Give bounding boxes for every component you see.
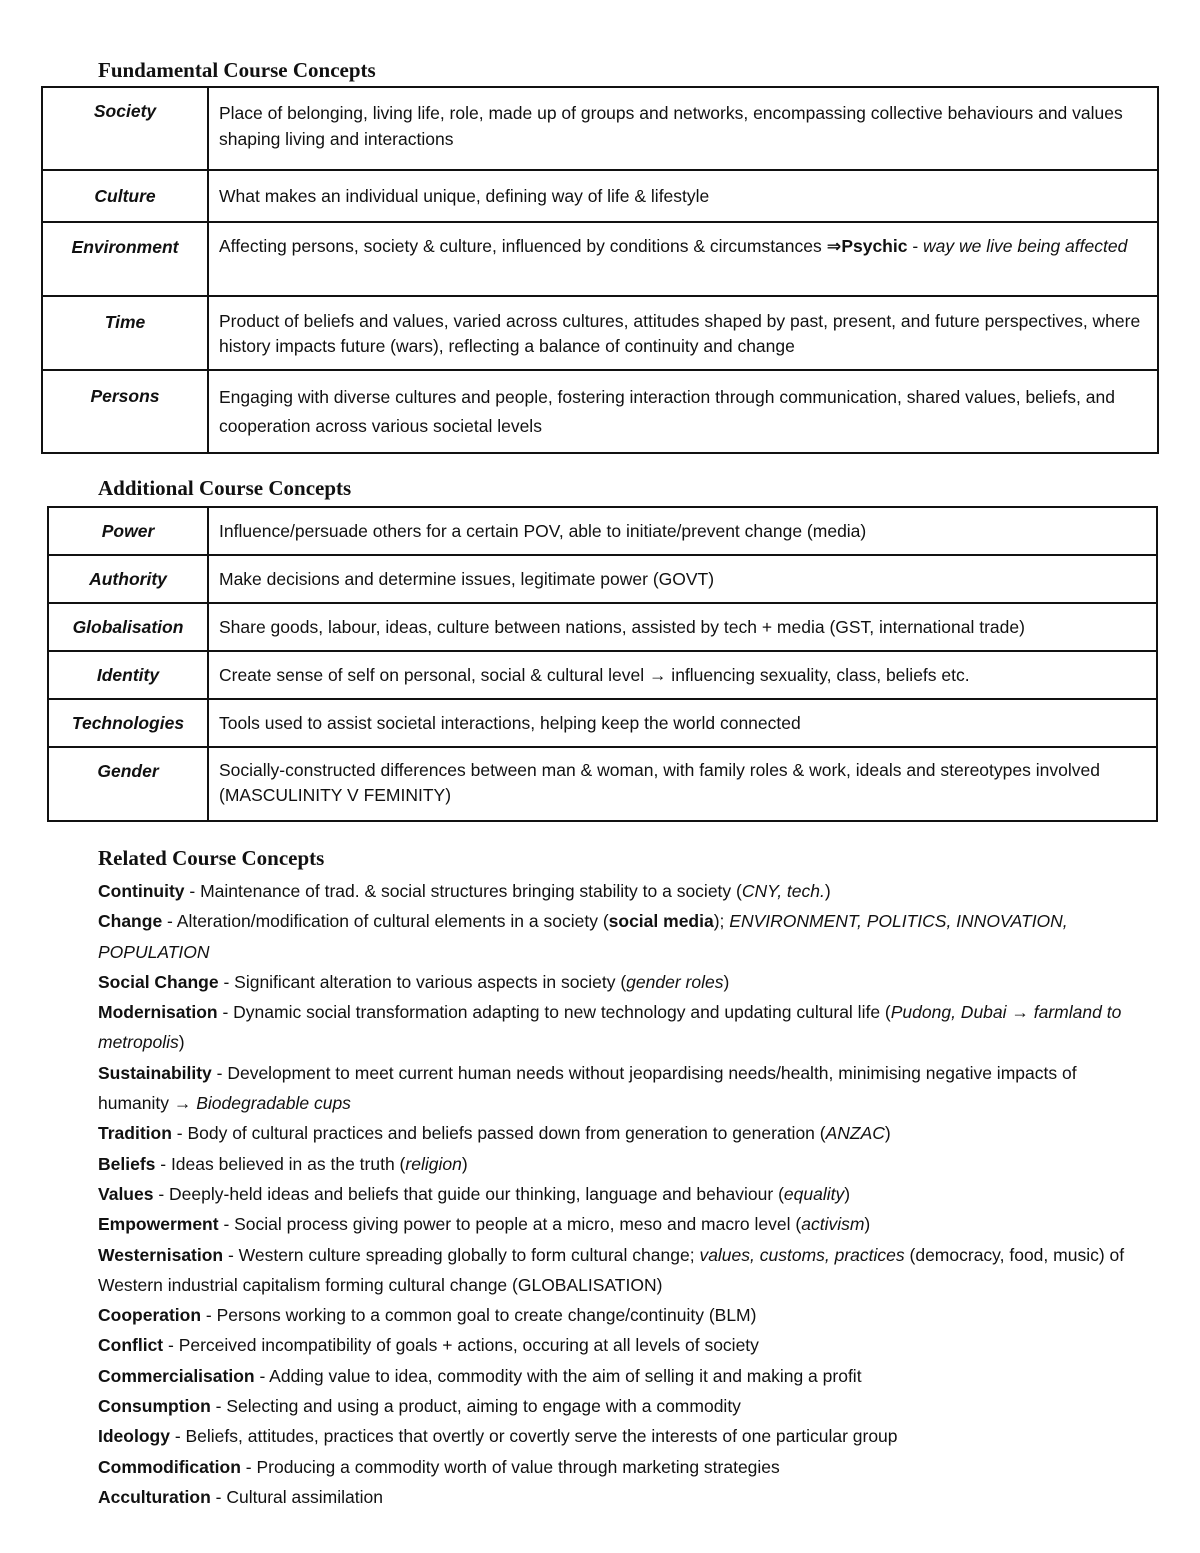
concept-term: Ideology bbox=[98, 1426, 170, 1447]
concept-definition: Make decisions and determine issues, legitimate power (GOVT) bbox=[208, 555, 1157, 603]
fundamental-concepts-table bbox=[41, 86, 1159, 454]
concept-example: values, customs, practices bbox=[699, 1244, 905, 1265]
table-row bbox=[48, 651, 1157, 699]
concept-text-end: ) bbox=[844, 1183, 851, 1204]
concept-text: - Western culture spreading globally to form cultural change; bbox=[223, 1244, 700, 1265]
concept-text: - Maintenance of trad. & social structures bringing stability to a society ( bbox=[184, 881, 742, 901]
concept-text: - Cultural assimilation bbox=[210, 1486, 383, 1507]
concept-example: ENVIRONMENT, POLITICS, INNOVATION, POPULATION bbox=[98, 911, 1068, 962]
concept-text: - Ideas believed in as the truth ( bbox=[155, 1153, 406, 1174]
concept-example: Pudong, Dubai → farmland to metropolis bbox=[98, 1002, 1122, 1053]
concept-definition: What makes an individual unique, defining way of life & lifestyle bbox=[208, 170, 1158, 222]
concept-example: gender roles bbox=[626, 971, 724, 992]
concept-term: Conflict bbox=[98, 1335, 164, 1356]
list-item bbox=[98, 906, 1138, 967]
list-item bbox=[98, 1452, 1138, 1482]
definition-text: Affecting persons, society & culture, influenced by conditions & circumstances bbox=[219, 236, 822, 256]
concept-term: Tradition bbox=[98, 1123, 172, 1144]
list-item bbox=[98, 1179, 1138, 1209]
concept-text: - Deeply-held ideas and beliefs that guide our thinking, language and behaviour ( bbox=[153, 1183, 784, 1204]
concept-term: Values bbox=[98, 1183, 154, 1204]
concept-text: - Body of cultural practices and beliefs passed down from generation to generation ( bbox=[171, 1123, 826, 1144]
concept-example-bold: social media bbox=[608, 911, 714, 932]
list-item bbox=[98, 1391, 1138, 1421]
list-item bbox=[98, 1482, 1138, 1512]
list-item bbox=[98, 1330, 1138, 1360]
concept-text: - Development to meet current human needs without jeopardising needs/health, minimising negative impacts of humanity → bbox=[98, 1062, 1077, 1114]
concept-definition: Influence/persuade others for a certain POV, able to initiate/prevent change (media) bbox=[208, 507, 1157, 555]
list-item bbox=[98, 1149, 1138, 1179]
concept-text: - Alteration/modification of cultural elements in a society ( bbox=[162, 911, 609, 932]
related-concepts-list bbox=[98, 876, 1138, 1512]
concept-term: Cooperation bbox=[98, 1305, 202, 1326]
concept-term: Continuity bbox=[98, 881, 185, 901]
concept-term: Beliefs bbox=[98, 1153, 156, 1174]
concept-term: Commercialisation bbox=[98, 1365, 255, 1386]
concept-definition: Tools used to assist societal interactions, helping keep the world connected bbox=[208, 699, 1157, 747]
concept-term: Authority bbox=[48, 555, 208, 603]
list-item bbox=[98, 1240, 1138, 1301]
related-heading: Related Course Concepts bbox=[98, 846, 325, 870]
concept-text-end: (democracy, food, music) of Western industrial capitalism forming cultural change (GLOBALISATION) bbox=[98, 1244, 1125, 1295]
list-item bbox=[98, 967, 1138, 997]
table-row bbox=[48, 507, 1157, 555]
concept-text: - Beliefs, attitudes, practices that overtly or covertly serve the interests of one particular group bbox=[169, 1426, 898, 1447]
concept-definition: Share goods, labour, ideas, culture between nations, assisted by tech + media (GST, international trade) bbox=[208, 603, 1157, 651]
concept-term: Consumption bbox=[98, 1396, 211, 1417]
concept-text: - Producing a commodity worth of value through marketing strategies bbox=[240, 1456, 780, 1477]
concept-example: religion bbox=[405, 1153, 462, 1174]
list-item bbox=[98, 1300, 1138, 1330]
concept-text-end: ) bbox=[178, 1032, 185, 1053]
table-row bbox=[48, 699, 1157, 747]
concept-definition bbox=[208, 222, 1158, 296]
table-row bbox=[42, 222, 1158, 296]
list-item bbox=[98, 1361, 1138, 1391]
table-row bbox=[48, 603, 1157, 651]
concept-definition: Place of belonging, living life, role, made up of groups and networks, encompassing collective behaviours and values shaping living and interactions bbox=[208, 87, 1158, 170]
concept-term: Sustainability bbox=[98, 1062, 212, 1083]
concept-text: - Significant alteration to various aspects in society ( bbox=[218, 971, 627, 992]
concept-term: Persons bbox=[42, 370, 208, 453]
concept-text: - Dynamic social transformation adapting to new technology and updating cultural life ( bbox=[217, 1002, 891, 1023]
table-row bbox=[48, 555, 1157, 603]
concept-term: Power bbox=[48, 507, 208, 555]
definition-italic: way we live being affected bbox=[923, 236, 1128, 256]
table-row bbox=[48, 747, 1157, 821]
concept-term: Modernisation bbox=[98, 1002, 218, 1023]
concept-example: ANZAC bbox=[825, 1123, 885, 1144]
concept-term: Globalisation bbox=[48, 603, 208, 651]
concept-text: - Perceived incompatibility of goals + actions, occuring at all levels of society bbox=[163, 1335, 759, 1356]
concept-text: - Selecting and using a product, aiming to engage with a commodity bbox=[210, 1396, 741, 1417]
right-double-arrow-icon: ⇒ bbox=[826, 236, 842, 256]
concept-term: Time bbox=[42, 296, 208, 370]
concept-definition: Engaging with diverse cultures and people, fostering interaction through communication, shared values, beliefs, and cooperation across various societal levels bbox=[208, 370, 1158, 453]
list-item bbox=[98, 876, 1138, 906]
concept-term: Society bbox=[42, 87, 208, 170]
table-row bbox=[42, 370, 1158, 453]
table-row bbox=[42, 296, 1158, 370]
concept-term: Acculturation bbox=[98, 1486, 211, 1507]
concept-term: Westernisation bbox=[98, 1244, 224, 1265]
concept-text-end: ) bbox=[884, 1123, 891, 1144]
list-item bbox=[98, 1421, 1138, 1451]
definition-separator: - bbox=[907, 236, 924, 256]
concept-definition: Product of beliefs and values, varied across cultures, attitudes shaped by past, present, and future perspectives, where history impacts future (wars), reflecting a balance of continuity and change bbox=[208, 296, 1158, 370]
psychic-label: Psychic bbox=[841, 236, 908, 256]
list-item bbox=[98, 1209, 1138, 1239]
list-item bbox=[98, 1118, 1138, 1148]
concept-example: CNY, tech. bbox=[741, 881, 825, 901]
concept-text-end: ) bbox=[723, 971, 730, 992]
concept-term: Environment bbox=[42, 222, 208, 296]
concept-text-end: ) bbox=[461, 1153, 468, 1174]
concept-text-end: ) bbox=[824, 881, 831, 901]
concept-term: Change bbox=[98, 911, 163, 932]
table-row bbox=[42, 170, 1158, 222]
list-item bbox=[98, 997, 1138, 1058]
concept-definition: Socially-constructed differences between man & woman, with family roles & work, ideals and stereotypes involved (MASCULINITY V FEMINITY) bbox=[208, 747, 1157, 821]
concept-example: activism bbox=[801, 1214, 865, 1235]
concept-text: - Adding value to idea, commodity with the aim of selling it and making a profit bbox=[254, 1365, 862, 1386]
concept-text-end: ); bbox=[713, 911, 730, 932]
concept-definition: Create sense of self on personal, social & cultural level → influencing sexuality, class, beliefs etc. bbox=[208, 651, 1157, 699]
concept-text: - Persons working to a common goal to create change/continuity (BLM) bbox=[201, 1305, 757, 1326]
concept-text-end: ) bbox=[864, 1214, 871, 1235]
concept-term: Culture bbox=[42, 170, 208, 222]
concept-example: Biodegradable cups bbox=[196, 1093, 351, 1114]
concept-text: - Social process giving power to people at a micro, meso and macro level ( bbox=[218, 1214, 802, 1235]
additional-concepts-table bbox=[47, 506, 1158, 822]
concept-term: Gender bbox=[48, 747, 208, 821]
list-item bbox=[98, 1058, 1138, 1119]
concept-term: Empowerment bbox=[98, 1214, 219, 1235]
concept-term: Social Change bbox=[98, 971, 219, 992]
concept-example: equality bbox=[783, 1183, 845, 1204]
concept-term: Identity bbox=[48, 651, 208, 699]
concept-term: Commodification bbox=[98, 1456, 241, 1477]
fundamental-heading: Fundamental Course Concepts bbox=[98, 58, 376, 82]
additional-heading: Additional Course Concepts bbox=[98, 476, 352, 500]
table-row bbox=[42, 87, 1158, 170]
concept-term: Technologies bbox=[48, 699, 208, 747]
